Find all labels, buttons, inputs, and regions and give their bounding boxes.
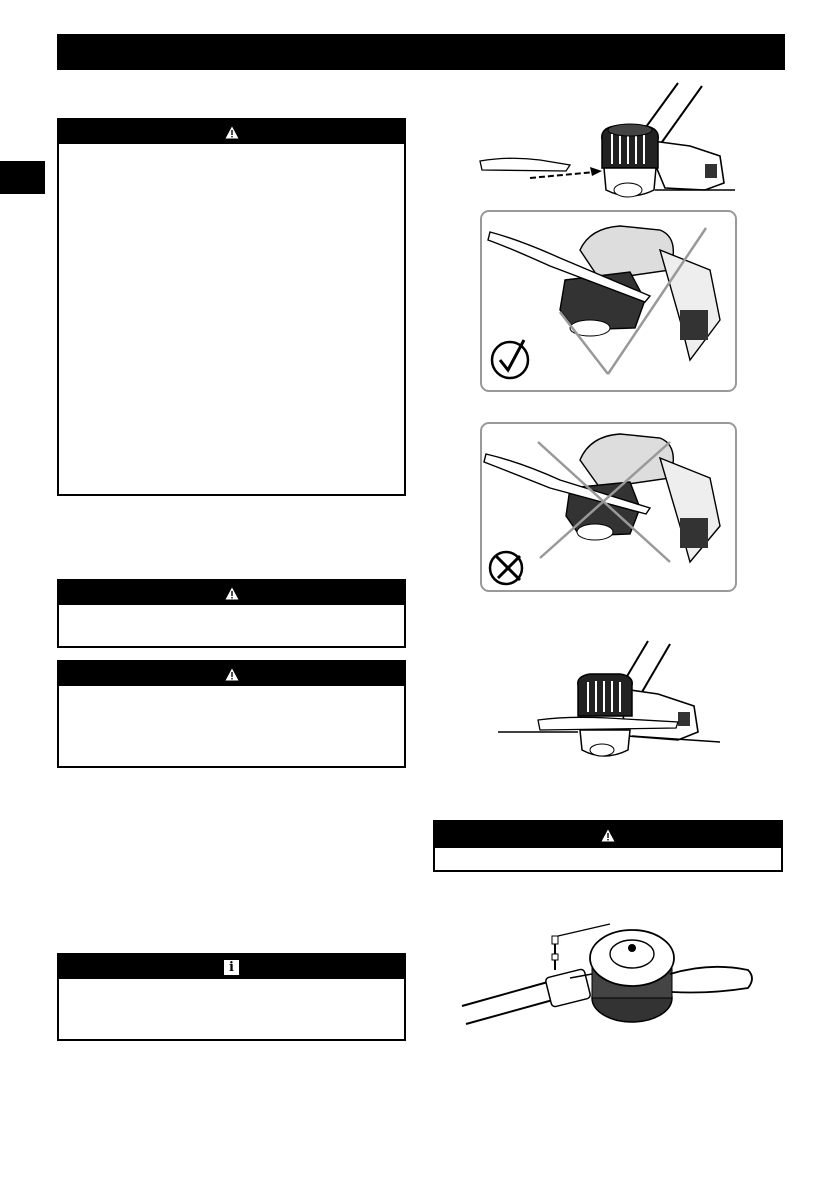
warning-box-4 [433,820,783,872]
warning-header [59,662,404,686]
warning-triangle-icon [225,587,239,600]
language-side-tab [0,161,45,194]
warning-header [59,581,404,605]
warning-box-1 [57,118,406,496]
cross-mark-icon [490,552,522,584]
warning-triangle-icon [225,668,239,681]
blade-installed-illustration [498,636,728,766]
check-mark-icon [492,340,528,378]
warning-triangle-icon [601,829,615,842]
incorrect-blade-position-illustration [480,422,737,592]
note-box [57,953,406,1041]
warning-header [59,120,404,144]
correct-blade-position-illustration [480,210,737,392]
warning-header [435,822,781,848]
note-header [59,955,404,979]
warning-box-2 [57,579,406,648]
info-icon: i [224,960,239,975]
warning-box-3 [57,660,406,768]
screw-attachment-illustration [460,918,760,1030]
header-bar [57,34,785,70]
blade-insertion-illustration [470,78,750,208]
screw-icon [552,954,558,970]
warning-triangle-icon [225,126,239,139]
